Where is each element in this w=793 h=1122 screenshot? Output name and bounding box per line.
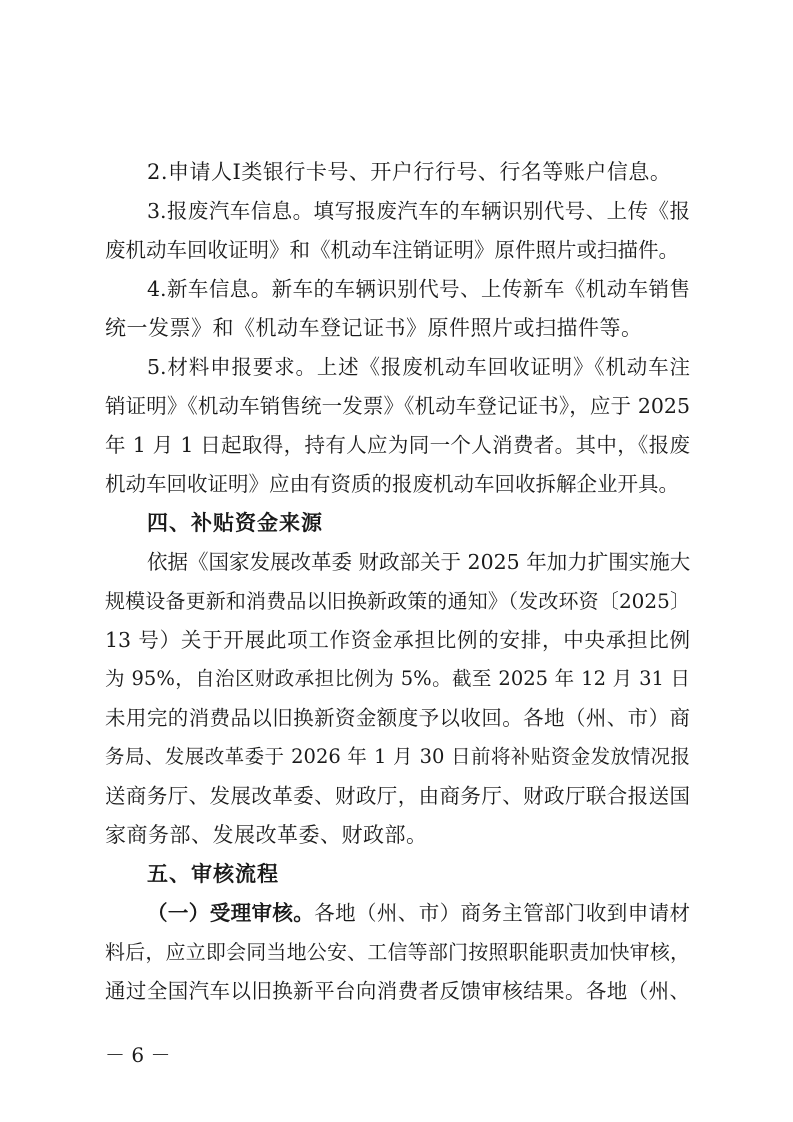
item-4-line-2: 统一发票》和《机动车登记证书》原件照片或扫描件等。 [105,316,643,340]
section-5-sub-1-line-1 [147,898,690,928]
item-5-line-3: 年 1 月 1 日起取得，持有人应为同一个人消费者。其中，《报废 [105,433,690,457]
item-5-line-2: 销证明》《机动车销售统一发票》《机动车登记证书》，应于 2025 [105,394,690,418]
section-5-sub-1-lead: （一）受理审核。 [147,901,315,925]
item-3-line-2: 废机动车回收证明》和《机动车注销证明》原件照片或扫描件。 [105,238,679,262]
section-4-line-3: 13 号）关于开展此项工作资金承担比例的安排，中央承担比例 [105,628,690,652]
section-4-line-6: 务局、发展改革委于 2026 年 1 月 30 日前将补贴资金发放情况报 [105,745,690,768]
section-4-line-4: 为 95%，自治区财政承担比例为 5%。截至 2025 年 12 月 31 日 [105,667,690,690]
section-5-heading: 五、审核流程 [147,862,279,886]
section-4-line-1: 依据《国家发展改革委 财政部关于 2025 年加力扩围实施大 [147,550,691,574]
section-4-line-2: 规模设备更新和消费品以旧换新政策的通知》（发改环资〔2025〕 [105,589,690,613]
item-3-line-1: 3.报废汽车信息。填写报废汽车的车辆识别代号、上传《报 [147,199,690,223]
item-2-line-1: 2.申请人Ⅰ类银行卡号、开户行行号、行名等账户信息。 [147,160,672,184]
item-4-line-1: 4.新车信息。新车的车辆识别代号、上传新车《机动车销售 [147,277,690,301]
section-4-heading: 四、补贴资金来源 [147,511,323,535]
section-5-sub-1-line-2: 料后，应立即会同当地公安、工信等部门按照职能职责加快审核， [105,940,690,964]
item-5-line-4: 机动车回收证明》应由有资质的报废机动车回收拆解企业开具。 [105,472,679,496]
item-5-line-1: 5.材料申报要求。上述《报废机动车回收证明》《机动车注 [147,355,690,379]
page-number: － 6 － [105,1043,171,1067]
section-4-line-7: 送商务厅、发展改革委、财政厅，由商务厅、财政厅联合报送国 [105,784,690,808]
section-5-sub-1-line-3: 通过全国汽车以旧换新平台向消费者反馈审核结果。各地（州、 [105,979,690,1003]
section-4-line-5: 未用完的消费品以旧换新资金额度予以收回。各地（州、市）商 [105,706,690,730]
section-4-line-8: 家商务部、发展改革委、财政部。 [105,823,428,847]
section-5-sub-1-line-1-text: 各地（州、市）商务主管部门收到申请材 [314,901,691,925]
